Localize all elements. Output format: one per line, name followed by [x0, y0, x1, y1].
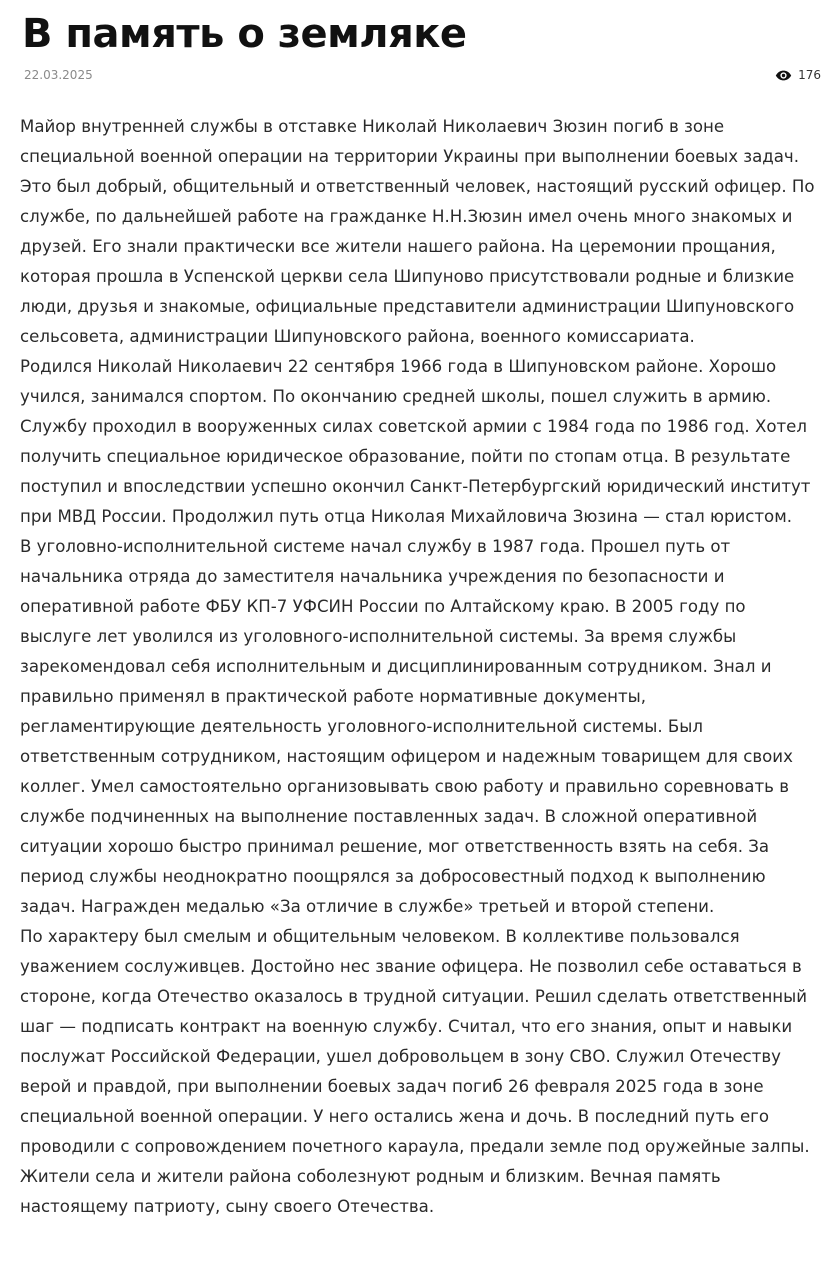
- view-count: 176: [798, 68, 821, 82]
- eye-icon: [775, 70, 792, 81]
- article-title: В память о земляке: [22, 11, 467, 57]
- article-paragraph: Майор внутренней службы в отставке Николай Николаевич Зюзин погиб в зоне специальной военной операции на территории Украины при выполнении боевых задач. Это был добрый, общительный и ответственный человек, настоящий русский офицер. По службе, по дальнейшей работе на гражданке Н.Н.Зюзин имел очень много знакомых и друзей. Его знали практически все жители нашего района. На церемонии прощания, которая прошла в Успенской церкви села Шипуново присутствовали родные и близкие люди, друзья и знакомые, официальные представители администрации Шипуновского сельсовета, администрации Шипуновского района, военного комиссариата.: [20, 117, 815, 346]
- view-counter: [775, 67, 821, 83]
- publish-date: 22.03.2025: [24, 68, 93, 82]
- article-body: [20, 112, 822, 1222]
- article-paragraph: В уголовно-исполнительной системе начал службу в 1987 года. Прошел путь от начальника отряда до заместителя начальника учреждения по безопасности и оперативной работе ФБУ КП-7 УФСИН России по Алтайскому краю. В 2005 году по выслуге лет уволился из уголовного-исполнительной системы. За время службы зарекомендовал себя исполнительным и дисциплинированным сотрудником. Знал и правильно применял в практической работе нормативные документы, регламентирующие деятельность уголовного-исполнительной системы. Был ответственным сотрудником, настоящим офицером и надежным товарищем для своих коллег. Умел самостоятельно организовывать свою работу и правильно соревновать в службе подчиненных на выполнение поставленных задач. В сложной оперативной ситуации хорошо быстро принимал решение, мог ответственность взять на себя. За период службы неоднократно поощрялся за добросовестный подход к выполнению задач. Награжден медалью «За отличие в службе» третьей и второй степени.: [20, 537, 793, 916]
- article-paragraph: По характеру был смелым и общительным человеком. В коллективе пользовался уважением сослуживцев. Достойно нес звание офицера. Не позволил себе оставаться в стороне, когда Отечество оказалось в трудной ситуации. Решил сделать ответственный шаг — подписать контракт на военную службу. Считал, что его знания, опыт и навыки послужат Российской Федерации, ушел добровольцем в зону СВО. Служил Отечеству верой и правдой, при выполнении боевых задач погиб 26 февраля 2025 года в зоне специальной военной операции. У него остались жена и дочь. В последний путь его проводили с сопровождением почетного караула, предали земле под оружейные залпы. Жители села и жители района соболезнуют родным и близким. Вечная память настоящему патриоту, сыну своего Отечества.: [20, 927, 810, 1216]
- article-paragraph: Родился Николай Николаевич 22 сентября 1966 года в Шипуновском районе. Хорошо учился, занимался спортом. По окончанию средней школы, пошел служить в армию. Службу проходил в вооруженных силах советской армии с 1984 года по 1986 год. Хотел получить специальное юридическое образование, пойти по стопам отца. В результате поступил и впоследствии успешно окончил Санкт-Петербургский юридический институт при МВД России. Продолжил путь отца Николая Михайловича Зюзина — стал юристом.: [20, 357, 811, 526]
